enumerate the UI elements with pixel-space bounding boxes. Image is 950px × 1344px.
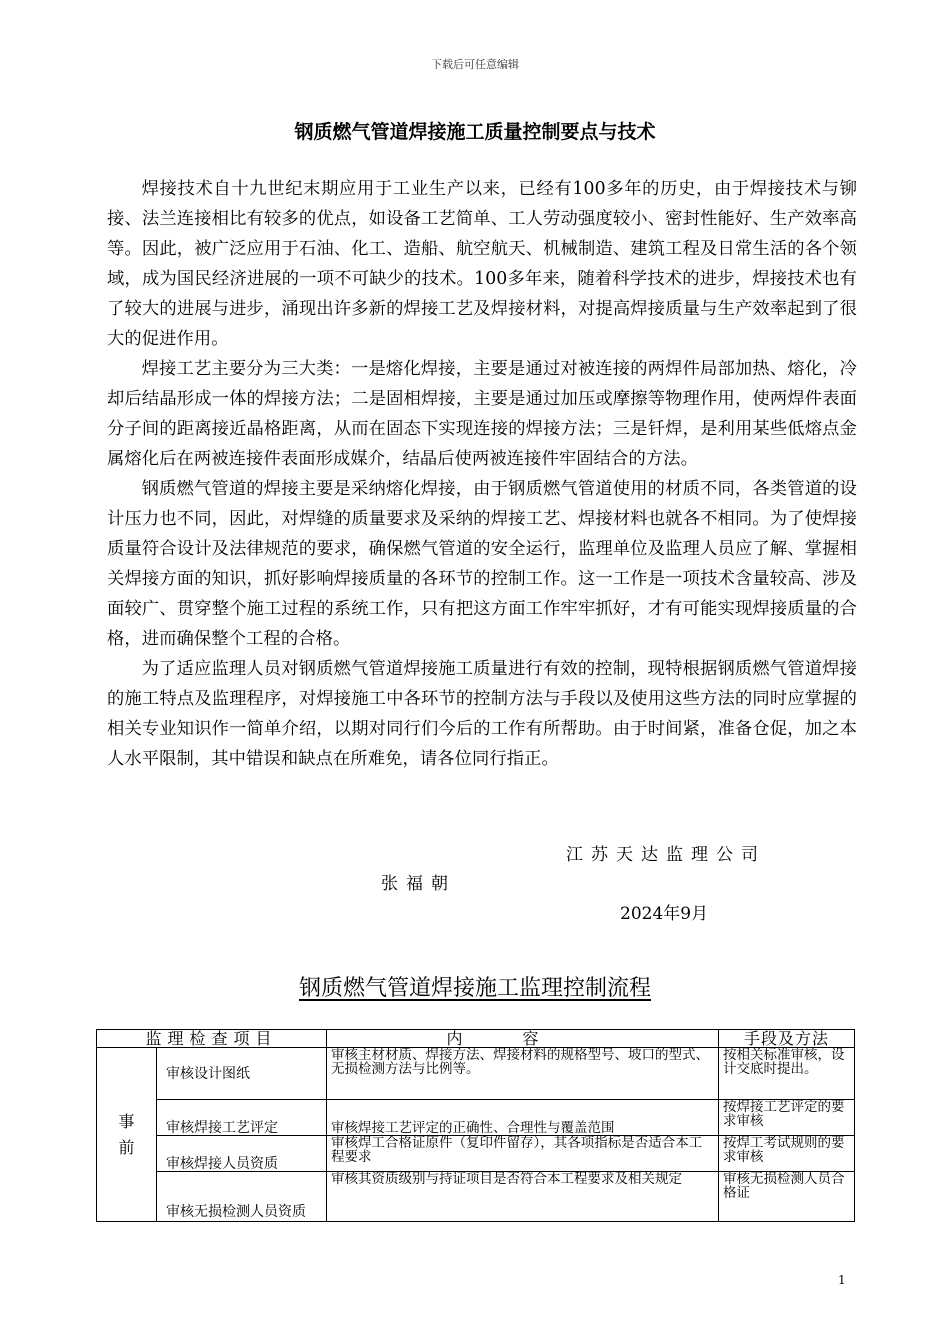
paragraph: 为了适应监理人员对钢质燃气管道焊接施工质量进行有效的控制，现特根据钢质燃气管道焊接的施工特点及监理程序，对焊接施工中各环节的控制方法与手段以及使用这些方法的同时应掌握的相关专业知识作一简单介绍，以期对同行们今后的工作有所帮助。由于时间紧，准备仓促，加之本人水平限制，其中错误和缺点在所难免，请各位同行指正。: [107, 659, 857, 769]
phase-char: 前: [118, 1137, 135, 1157]
phase-char: 事: [118, 1111, 135, 1131]
supervision-flow-table: [96, 1029, 855, 1222]
method-cell: 按相关标准审核，设计交底时提出。: [719, 1048, 855, 1100]
item-cell: 审核焊接人员资质: [157, 1136, 327, 1172]
header-method: 手段及方法: [719, 1030, 855, 1048]
section-title: 钢质燃气管道焊接施工监理控制流程: [298, 976, 651, 1001]
item-cell: 审核焊接工艺评定: [157, 1100, 327, 1136]
table-row: [97, 1048, 855, 1100]
item-cell: 审核无损检测人员资质: [157, 1172, 327, 1222]
page-title: 钢质燃气管道焊接施工质量控制要点与技术: [294, 121, 656, 143]
content-cell: 审核焊工合格证原件（复印件留存），其各项指标是否适合本工程要求: [327, 1136, 719, 1172]
table-row: [97, 1136, 855, 1172]
content-cell: 审核其资质级别与持证项目是否符合本工程要求及相关规定: [327, 1172, 719, 1222]
content-cell: 审核主材材质、焊接方法、焊接材料的规格型号、坡口的型式、无损检测方法与比例等。: [327, 1048, 719, 1100]
method-cell: 审核无损检测人员合格证: [719, 1172, 855, 1222]
intro-body: [107, 174, 857, 774]
method-cell: 按焊工考试规则的要求审核: [719, 1136, 855, 1172]
paragraph: 焊接工艺主要分为三大类：一是熔化焊接，主要是通过对被连接的两焊件局部加热、熔化，冷却后结晶形成一体的焊接方法；二是固相焊接，主要是通过加压或摩擦等物理作用，使两焊件表面分子间的距离接近晶格距离，从而在固态下实现连接的焊接方法；三是钎焊，是利用某些低熔点金属熔化后在两被连接件表面形成媒介，结晶后使两被连接件牢固结合的方法。: [107, 359, 857, 469]
signature-company: 江苏天达监理公司: [566, 845, 766, 865]
paragraph: 焊接技术自十九世纪末期应用于工业生产以来，已经有100多年的历史，由于焊接技术与铆接、法兰连接相比有较多的优点，如设备工艺简单、工人劳动强度较小、密封性能好、生产效率高等。因此，被广泛应用于石油、化工、造船、航空航天、机械制造、建筑工程及日常生活的各个领域，成为国民经济进展的一项不可缺少的技术。100多年来，随着科学技术的进步，焊接技术也有了较大的进展与进步，涌现出许多新的焊接工艺及焊接材料，对提高焊接质量与生产效率起到了很大的促进作用。: [107, 179, 857, 349]
table-row: [97, 1100, 855, 1136]
table-row: [97, 1172, 855, 1222]
paragraph: 钢质燃气管道的焊接主要是采纳熔化焊接，由于钢质燃气管道使用的材质不同，各类管道的设计压力也不同，因此，对焊缝的质量要求及采纳的焊接工艺、焊接材料也就各不相同。为了使焊接质量符合设计及法律规范的要求，确保燃气管道的安全运行，监理单位及监理人员应了解、掌握相关焊接方面的知识，抓好影响焊接质量的各环节的控制工作。这一工作是一项技术含量较高、涉及面较广、贯穿整个施工过程的系统工作，只有把这方面工作牢牢抓好，才有可能实现焊接质量的合格，进而确保整个工程的合格。: [107, 479, 857, 649]
item-cell: 审核设计图纸: [157, 1048, 327, 1100]
page-number: 1: [838, 1273, 846, 1287]
content-cell: 审核焊接工艺评定的正确性、合理性与覆盖范围: [327, 1100, 719, 1136]
header-item: 监理检查项目: [97, 1030, 327, 1048]
header-content: 内容: [327, 1030, 719, 1048]
header-note: 下载后可任意编辑: [431, 58, 519, 71]
method-cell: 按焊接工艺评定的要求审核: [719, 1100, 855, 1136]
signature-date: 2024年9月: [620, 904, 709, 924]
table-header-row: [97, 1030, 855, 1048]
signature-name: 张福朝: [381, 874, 456, 894]
phase-cell: [97, 1048, 157, 1222]
